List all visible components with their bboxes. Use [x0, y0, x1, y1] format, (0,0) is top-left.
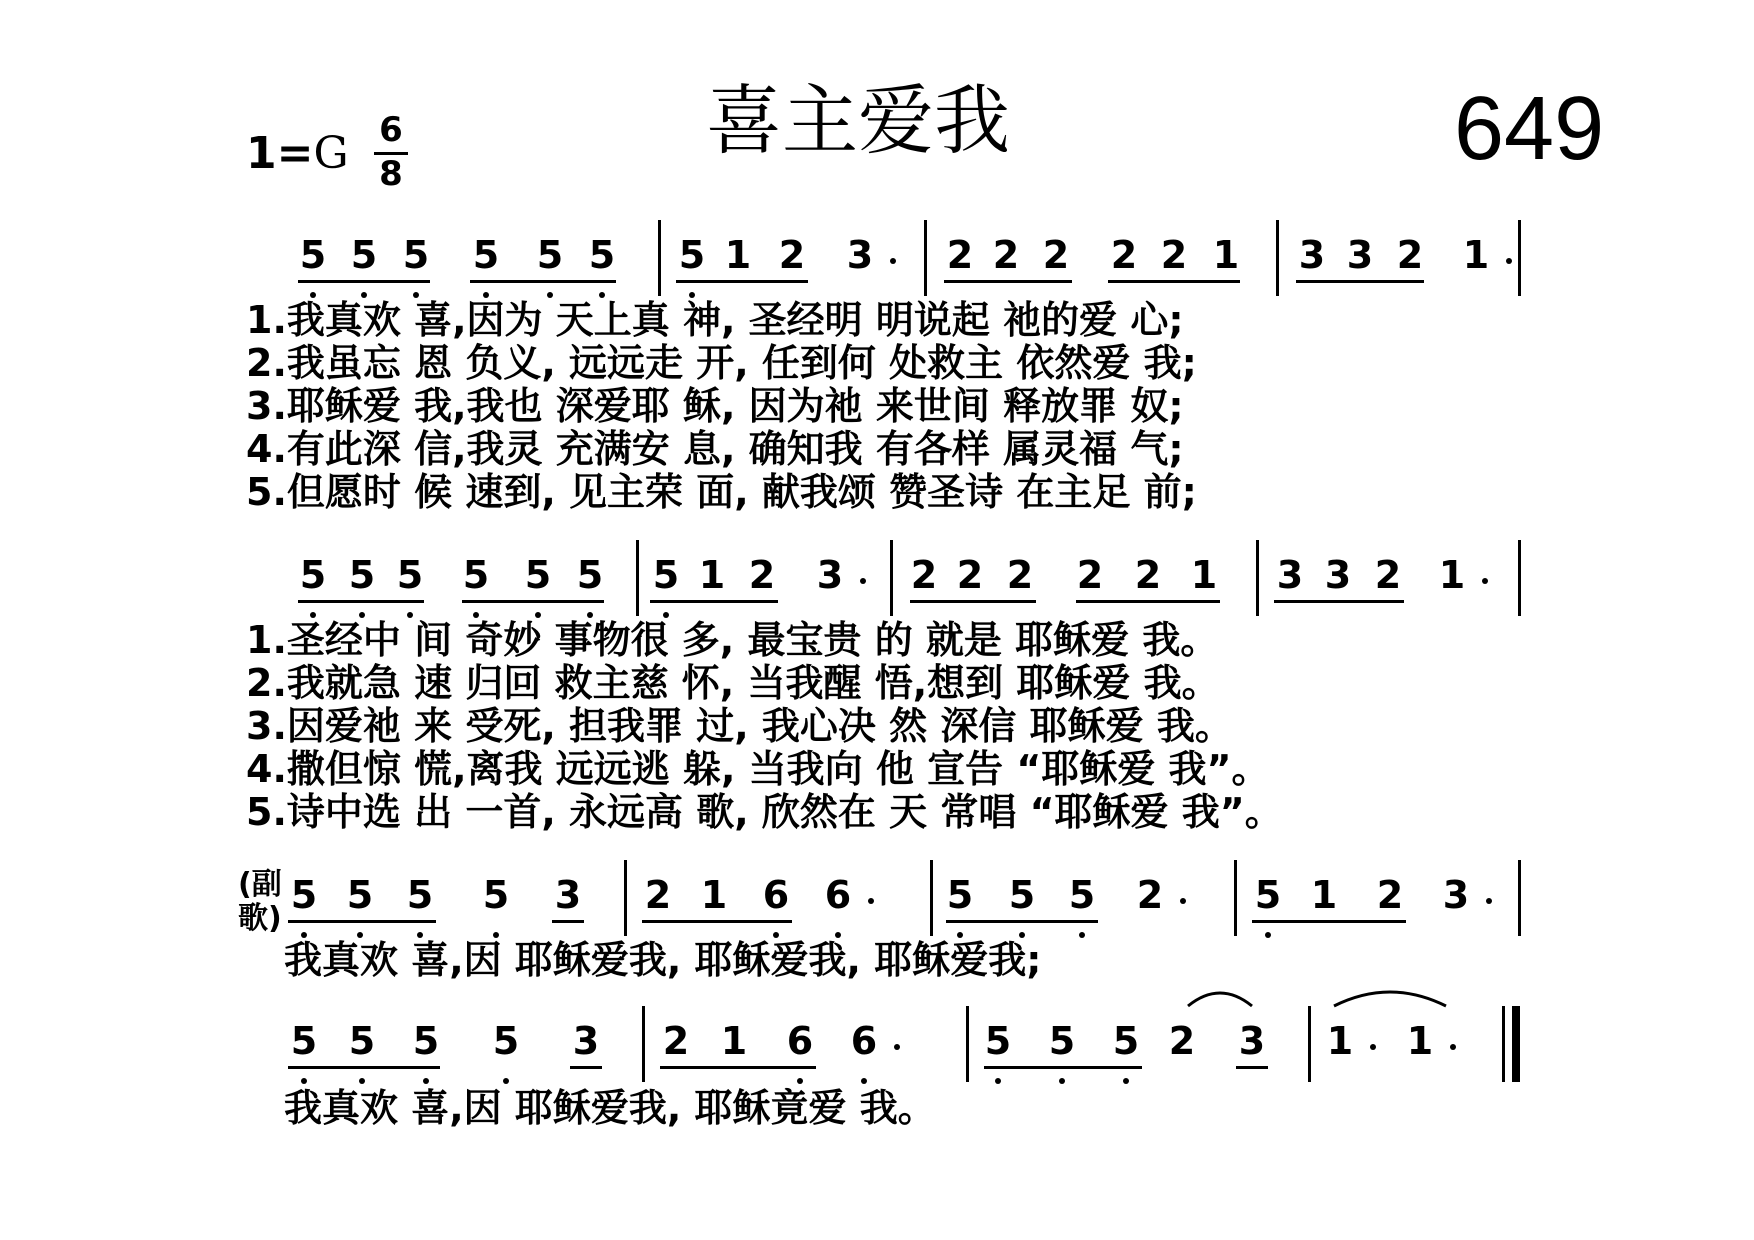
beam [642, 920, 792, 923]
key-note: G [313, 128, 349, 179]
low-octave-dot [423, 1078, 429, 1084]
hymn-title: 喜主爱我 [706, 76, 1010, 165]
verse-3-line-2: 3.因爱祂 来 受死, 担我罪 过, 我心决 然 深信 耶稣爱 我。 [246, 704, 1233, 748]
note: 6 [824, 873, 852, 917]
augmentation-dot [1180, 898, 1186, 904]
note: 6 [762, 873, 790, 917]
beam [1236, 1066, 1268, 1069]
note: 3 [1276, 553, 1304, 597]
beam [1076, 600, 1220, 603]
note: 2 [1006, 553, 1034, 597]
augmentation-dot [1482, 578, 1488, 584]
low-octave-dot [663, 612, 669, 618]
note: 3 [816, 553, 844, 597]
low-octave-dot [861, 1078, 867, 1084]
barline [1518, 540, 1521, 616]
note: 3 [1442, 873, 1470, 917]
note: 2 [910, 553, 938, 597]
note: 2 [1076, 553, 1104, 597]
verse-5-line-1: 5.但愿时 候 速到, 见主荣 面, 献我颂 赞圣诗 在主足 前; [246, 470, 1197, 514]
barline [1518, 220, 1521, 296]
note: 5 [576, 553, 604, 597]
verse-2-line-2: 2.我就急 速 归回 救主慈 怀, 当我醒 悟,想到 耶稣爱 我。 [246, 661, 1220, 705]
note: 5 [348, 1019, 376, 1063]
key-label: 1= [246, 128, 314, 179]
barline [1308, 1006, 1311, 1082]
beam [676, 280, 808, 283]
beam [288, 1066, 440, 1069]
low-octave-dot [1019, 932, 1025, 938]
low-octave-dot [359, 612, 365, 618]
beam [946, 920, 1098, 923]
note: 5 [984, 1019, 1012, 1063]
note: 1 [724, 233, 752, 277]
note: 5 [1048, 1019, 1076, 1063]
low-octave-dot [301, 932, 307, 938]
note: 2 [644, 873, 672, 917]
beam [984, 1066, 1142, 1069]
note: 3 [846, 233, 874, 277]
beam [552, 920, 584, 923]
low-octave-dot [310, 292, 316, 298]
augmentation-dot [890, 258, 896, 264]
low-octave-dot [359, 1078, 365, 1084]
final-barline [1512, 1006, 1520, 1082]
verse-2-line-1: 2.我虽忘 恩 负义, 远远走 开, 任到何 处救主 依然爱 我; [246, 341, 1197, 385]
note: 6 [786, 1019, 814, 1063]
refrain-label: (副歌) [238, 867, 282, 936]
note: 2 [1136, 873, 1164, 917]
verse-1-line-1: 1.我真欢 喜,因为 天上真 神, 圣经明 明说起 祂的爱 心; [246, 298, 1184, 342]
augmentation-dot [860, 578, 866, 584]
note: 5 [396, 553, 424, 597]
note: 3 [1298, 233, 1326, 277]
verse-5-line-2: 5.诗中选 出 一首, 永远高 歌, 欣然在 天 常唱 “耶稣爱 我”。 [246, 790, 1283, 834]
note: 1 [1212, 233, 1240, 277]
note: 5 [1068, 873, 1096, 917]
low-octave-dot [473, 612, 479, 618]
refrain-lyrics-1: 我真欢 喜,因 耶稣爱我, 耶稣爱我, 耶稣爱我; [284, 938, 1042, 982]
note: 2 [1134, 553, 1162, 597]
augmentation-dot [894, 1044, 900, 1050]
note: 5 [1254, 873, 1282, 917]
note: 5 [946, 873, 974, 917]
low-octave-dot [797, 1078, 803, 1084]
barline [966, 1006, 969, 1082]
slur-2 [1334, 992, 1446, 1006]
low-octave-dot [407, 612, 413, 618]
note: 6 [850, 1019, 878, 1063]
low-octave-dot [1123, 1078, 1129, 1084]
low-octave-dot [995, 1078, 1001, 1084]
note: 2 [662, 1019, 690, 1063]
low-octave-dot [1079, 932, 1085, 938]
note: 2 [1374, 553, 1402, 597]
note: 1 [1310, 873, 1338, 917]
note: 5 [462, 553, 490, 597]
note: 5 [472, 233, 500, 277]
note: 5 [290, 873, 318, 917]
beam [570, 1066, 602, 1069]
beam [650, 600, 778, 603]
augmentation-dot [868, 898, 874, 904]
note: 5 [299, 233, 327, 277]
note: 3 [572, 1019, 600, 1063]
beam [462, 600, 604, 603]
note: 3 [554, 873, 582, 917]
low-octave-dot [1059, 1078, 1065, 1084]
note: 5 [536, 233, 564, 277]
note: 5 [524, 553, 552, 597]
note: 2 [1376, 873, 1404, 917]
note: 1 [1406, 1019, 1434, 1063]
note: 5 [1008, 873, 1036, 917]
note: 5 [1112, 1019, 1140, 1063]
verse-1-line-2: 1.圣经中 间 奇妙 事物很 多, 最宝贵 的 就是 耶稣爱 我。 [246, 618, 1219, 662]
barline [636, 540, 639, 616]
beam [910, 600, 1036, 603]
low-octave-dot [493, 932, 499, 938]
note: 5 [652, 553, 680, 597]
low-octave-dot [301, 1078, 307, 1084]
barline [1502, 1006, 1505, 1082]
barline [624, 860, 627, 936]
low-octave-dot [1265, 932, 1271, 938]
note: 1 [720, 1019, 748, 1063]
verse-3-line-1: 3.耶稣爱 我,我也 深爱耶 稣, 因为祂 来世间 释放罪 奴; [246, 384, 1184, 428]
note: 5 [492, 1019, 520, 1063]
beam [1252, 920, 1406, 923]
note: 1 [1438, 553, 1466, 597]
note: 2 [946, 233, 974, 277]
note: 5 [346, 873, 374, 917]
beam [1274, 600, 1404, 603]
augmentation-dot [1450, 1044, 1456, 1050]
low-octave-dot [599, 292, 605, 298]
beam [1296, 280, 1424, 283]
note: 2 [1110, 233, 1138, 277]
beam [298, 280, 430, 283]
hymn-number: 649 [1454, 79, 1605, 179]
barline [1518, 860, 1521, 936]
low-octave-dot [547, 292, 553, 298]
note: 5 [290, 1019, 318, 1063]
time-signature-bottom: 8 [379, 154, 403, 194]
note: 3 [1324, 553, 1352, 597]
barline [930, 860, 933, 936]
note: 2 [956, 553, 984, 597]
note: 1 [1326, 1019, 1354, 1063]
verse-4-line-1: 4.有此深 信,我灵 充满安 息, 确知我 有各样 属灵福 气; [246, 427, 1184, 471]
low-octave-dot [417, 932, 423, 938]
low-octave-dot [587, 612, 593, 618]
barline [924, 220, 927, 296]
note: 2 [778, 233, 806, 277]
slur-1 [1188, 993, 1252, 1006]
note: 1 [1190, 553, 1218, 597]
augmentation-dot [1370, 1044, 1376, 1050]
note: 5 [299, 553, 327, 597]
low-octave-dot [310, 612, 316, 618]
low-octave-dot [361, 292, 367, 298]
augmentation-dot [1506, 258, 1512, 264]
note: 2 [1042, 233, 1070, 277]
note: 1 [700, 873, 728, 917]
barline [658, 220, 661, 296]
note: 2 [748, 553, 776, 597]
augmentation-dot [1486, 898, 1492, 904]
note: 1 [1462, 233, 1490, 277]
beam [1108, 280, 1240, 283]
time-signature-top: 6 [379, 110, 403, 150]
beam [288, 920, 436, 923]
note: 5 [406, 873, 434, 917]
barline [1256, 540, 1259, 616]
note: 5 [482, 873, 510, 917]
note: 2 [1396, 233, 1424, 277]
beam [944, 280, 1072, 283]
note: 5 [588, 233, 616, 277]
note: 1 [698, 553, 726, 597]
note: 5 [350, 233, 378, 277]
low-octave-dot [835, 932, 841, 938]
low-octave-dot [357, 932, 363, 938]
low-octave-dot [689, 292, 695, 298]
note: 5 [402, 233, 430, 277]
beam [298, 600, 424, 603]
low-octave-dot [503, 1078, 509, 1084]
beam [470, 280, 616, 283]
low-octave-dot [413, 292, 419, 298]
note: 2 [1160, 233, 1188, 277]
low-octave-dot [957, 932, 963, 938]
note: 5 [412, 1019, 440, 1063]
refrain-lyrics-2: 我真欢 喜,因 耶稣爱我, 耶稣竟爱 我。 [284, 1086, 936, 1130]
barline [642, 1006, 645, 1082]
low-octave-dot [483, 292, 489, 298]
note: 5 [678, 233, 706, 277]
note: 3 [1346, 233, 1374, 277]
beam [660, 1066, 816, 1069]
barline [1276, 220, 1279, 296]
low-octave-dot [535, 612, 541, 618]
note: 2 [1168, 1019, 1196, 1063]
note: 3 [1238, 1019, 1266, 1063]
barline [890, 540, 893, 616]
barline [1234, 860, 1237, 936]
note: 5 [348, 553, 376, 597]
low-octave-dot [773, 932, 779, 938]
note: 2 [992, 233, 1020, 277]
verse-4-line-2: 4.撒但惊 慌,离我 远远逃 躲, 当我向 他 宣告 “耶稣爱 我”。 [246, 747, 1270, 791]
